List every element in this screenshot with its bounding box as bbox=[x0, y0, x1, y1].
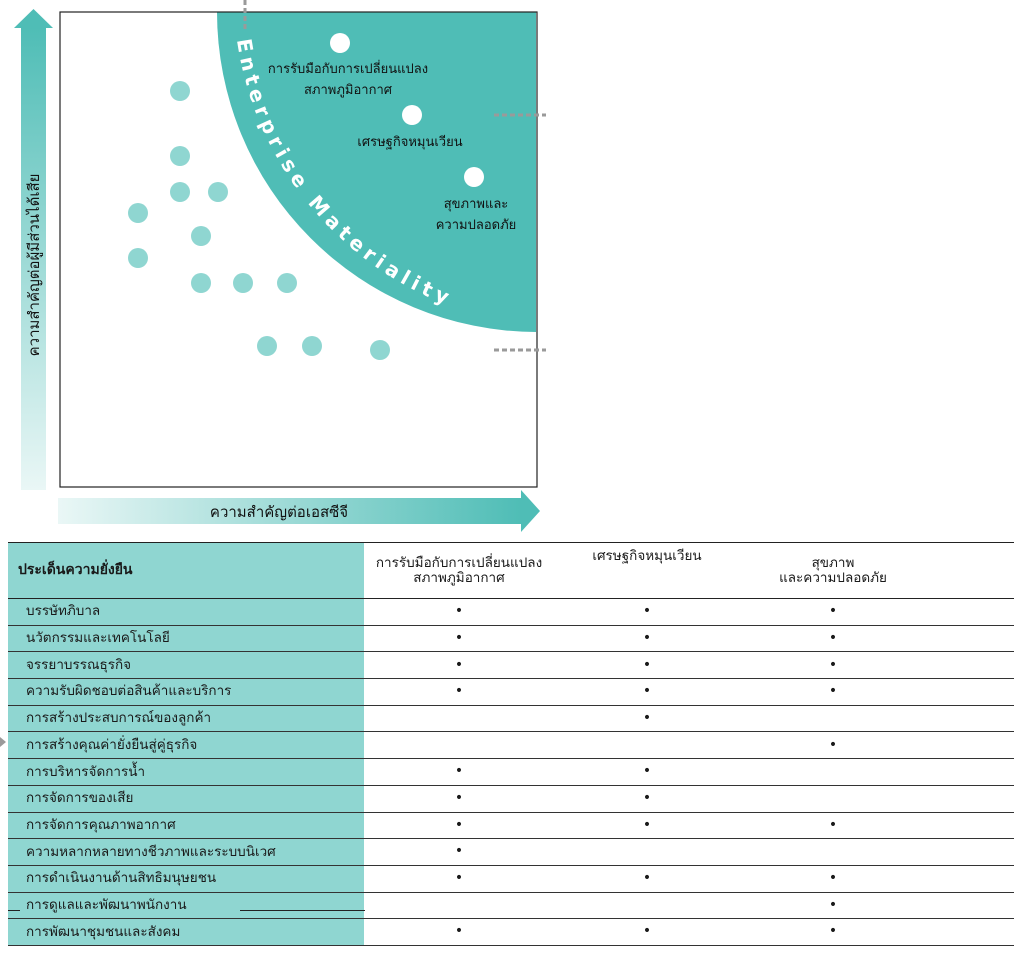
header-circular-economy: เศรษฐกิจหมุนเวียน bbox=[554, 543, 740, 599]
row-mark: • bbox=[740, 625, 926, 652]
row-label: การจัดการของเสีย bbox=[8, 785, 364, 812]
table-row bbox=[8, 625, 1014, 652]
issue-label-line: สภาพภูมิอากาศ bbox=[303, 83, 393, 98]
row-spacer bbox=[926, 892, 1014, 919]
row-mark: • bbox=[554, 865, 740, 892]
row-spacer bbox=[926, 652, 1014, 679]
table-body bbox=[8, 599, 1014, 946]
row-pointer-arrow bbox=[0, 737, 6, 747]
sustainability-issues-table bbox=[8, 542, 1014, 946]
row-mark: • bbox=[364, 839, 554, 866]
row-label: บรรษัทภิบาล bbox=[8, 599, 364, 626]
table-row bbox=[8, 785, 1014, 812]
row-label: ความรับผิดชอบต่อสินค้าและบริการ bbox=[8, 679, 364, 706]
row-mark bbox=[740, 705, 926, 732]
row-mark: • bbox=[740, 812, 926, 839]
row-mark bbox=[364, 732, 554, 759]
row-label: การจัดการคุณภาพอากาศ bbox=[8, 812, 364, 839]
header-health-safety: สุขภาพ และความปลอดภัย bbox=[740, 543, 926, 599]
row-mark: • bbox=[364, 625, 554, 652]
row-mark: • bbox=[364, 785, 554, 812]
row-label: การสร้างคุณค่ายั่งยืนสู่คู่ธุรกิจ bbox=[8, 732, 364, 759]
issue-dot bbox=[170, 182, 190, 202]
row-mark: • bbox=[364, 812, 554, 839]
row-mark: • bbox=[364, 599, 554, 626]
table-row bbox=[8, 839, 1014, 866]
row-spacer bbox=[926, 599, 1014, 626]
row-mark bbox=[554, 892, 740, 919]
row-spacer bbox=[926, 679, 1014, 706]
row-mark: • bbox=[740, 919, 926, 946]
table-row bbox=[8, 679, 1014, 706]
issue-label-line: ความปลอดภัย bbox=[435, 218, 517, 233]
row-mark: • bbox=[740, 652, 926, 679]
table-row bbox=[8, 892, 1014, 919]
row-mark: • bbox=[364, 652, 554, 679]
row-mark: • bbox=[740, 599, 926, 626]
row-spacer bbox=[926, 759, 1014, 786]
enterprise-materiality-region bbox=[217, 12, 536, 332]
row-mark: • bbox=[740, 865, 926, 892]
issue-dot bbox=[233, 273, 253, 293]
divider bbox=[8, 910, 20, 911]
row-mark bbox=[554, 732, 740, 759]
table-row bbox=[8, 652, 1014, 679]
table-row bbox=[8, 732, 1014, 759]
table-row bbox=[8, 705, 1014, 732]
row-label: การดูแลและพัฒนาพนักงาน bbox=[8, 892, 364, 919]
row-mark: • bbox=[364, 865, 554, 892]
row-label: การดำเนินงานด้านสิทธิมนุษยชน bbox=[8, 865, 364, 892]
x-axis-label: ความสำคัญต่อเอสซีจี bbox=[209, 503, 349, 521]
issue-dot bbox=[191, 226, 211, 246]
row-spacer bbox=[926, 839, 1014, 866]
row-mark: • bbox=[554, 599, 740, 626]
row-spacer bbox=[926, 812, 1014, 839]
issue-dot bbox=[128, 248, 148, 268]
table-row bbox=[8, 865, 1014, 892]
row-mark: • bbox=[554, 785, 740, 812]
header-spacer bbox=[926, 543, 1014, 599]
table-row bbox=[8, 919, 1014, 946]
row-mark bbox=[740, 759, 926, 786]
row-mark bbox=[740, 839, 926, 866]
issue-dot bbox=[464, 167, 484, 187]
y-axis-label: ความสำคัญต่อผู้มีส่วนได้เสีย bbox=[25, 173, 43, 357]
row-mark: • bbox=[740, 679, 926, 706]
row-mark bbox=[740, 785, 926, 812]
row-spacer bbox=[926, 705, 1014, 732]
materiality-diagram bbox=[0, 0, 560, 535]
arc-label: Enterprise Materiality bbox=[231, 36, 458, 311]
issue-dot bbox=[170, 146, 190, 166]
row-mark: • bbox=[554, 625, 740, 652]
row-spacer bbox=[926, 625, 1014, 652]
row-spacer bbox=[926, 919, 1014, 946]
issue-dot bbox=[191, 273, 211, 293]
header-climate: การรับมือกับการเปลี่ยนแปลง สภาพภูมิอากาศ bbox=[364, 543, 554, 599]
row-mark: • bbox=[554, 919, 740, 946]
issue-dot bbox=[128, 203, 148, 223]
issue-label-line: การรับมือกับการเปลี่ยนแปลง bbox=[267, 62, 429, 77]
issue-label-line: สุขภาพและ bbox=[443, 197, 509, 212]
issue-label-line: เศรษฐกิจหมุนเวียน bbox=[357, 135, 463, 150]
issue-dot bbox=[302, 336, 322, 356]
row-label: จรรยาบรรณธุรกิจ bbox=[8, 652, 364, 679]
row-label: นวัตกรรมและเทคโนโลยี bbox=[8, 625, 364, 652]
divider bbox=[240, 910, 365, 911]
table-header-row bbox=[8, 543, 1014, 599]
row-label: การบริหารจัดการน้ำ bbox=[8, 759, 364, 786]
row-mark: • bbox=[364, 919, 554, 946]
row-mark: • bbox=[740, 892, 926, 919]
issue-dot bbox=[402, 105, 422, 125]
row-spacer bbox=[926, 732, 1014, 759]
header-issue: ประเด็นความยั่งยืน bbox=[8, 543, 364, 599]
row-mark: • bbox=[364, 759, 554, 786]
issue-dot bbox=[170, 81, 190, 101]
row-mark: • bbox=[364, 679, 554, 706]
row-mark: • bbox=[740, 732, 926, 759]
row-spacer bbox=[926, 865, 1014, 892]
row-label: ความหลากหลายทางชีวภาพและระบบนิเวศ bbox=[8, 839, 364, 866]
table-row bbox=[8, 599, 1014, 626]
row-label: การสร้างประสบการณ์ของลูกค้า bbox=[8, 705, 364, 732]
row-label: การพัฒนาชุมชนและสังคม bbox=[8, 919, 364, 946]
issue-dot bbox=[277, 273, 297, 293]
row-mark: • bbox=[554, 812, 740, 839]
row-mark: • bbox=[554, 759, 740, 786]
row-spacer bbox=[926, 785, 1014, 812]
row-mark bbox=[364, 705, 554, 732]
issue-dot bbox=[208, 182, 228, 202]
row-mark: • bbox=[554, 705, 740, 732]
table-row bbox=[8, 812, 1014, 839]
row-mark: • bbox=[554, 679, 740, 706]
row-mark bbox=[554, 839, 740, 866]
issue-dot bbox=[330, 33, 350, 53]
row-mark bbox=[364, 892, 554, 919]
issue-dot bbox=[257, 336, 277, 356]
table-row bbox=[8, 759, 1014, 786]
row-mark: • bbox=[554, 652, 740, 679]
issue-dot bbox=[370, 340, 390, 360]
